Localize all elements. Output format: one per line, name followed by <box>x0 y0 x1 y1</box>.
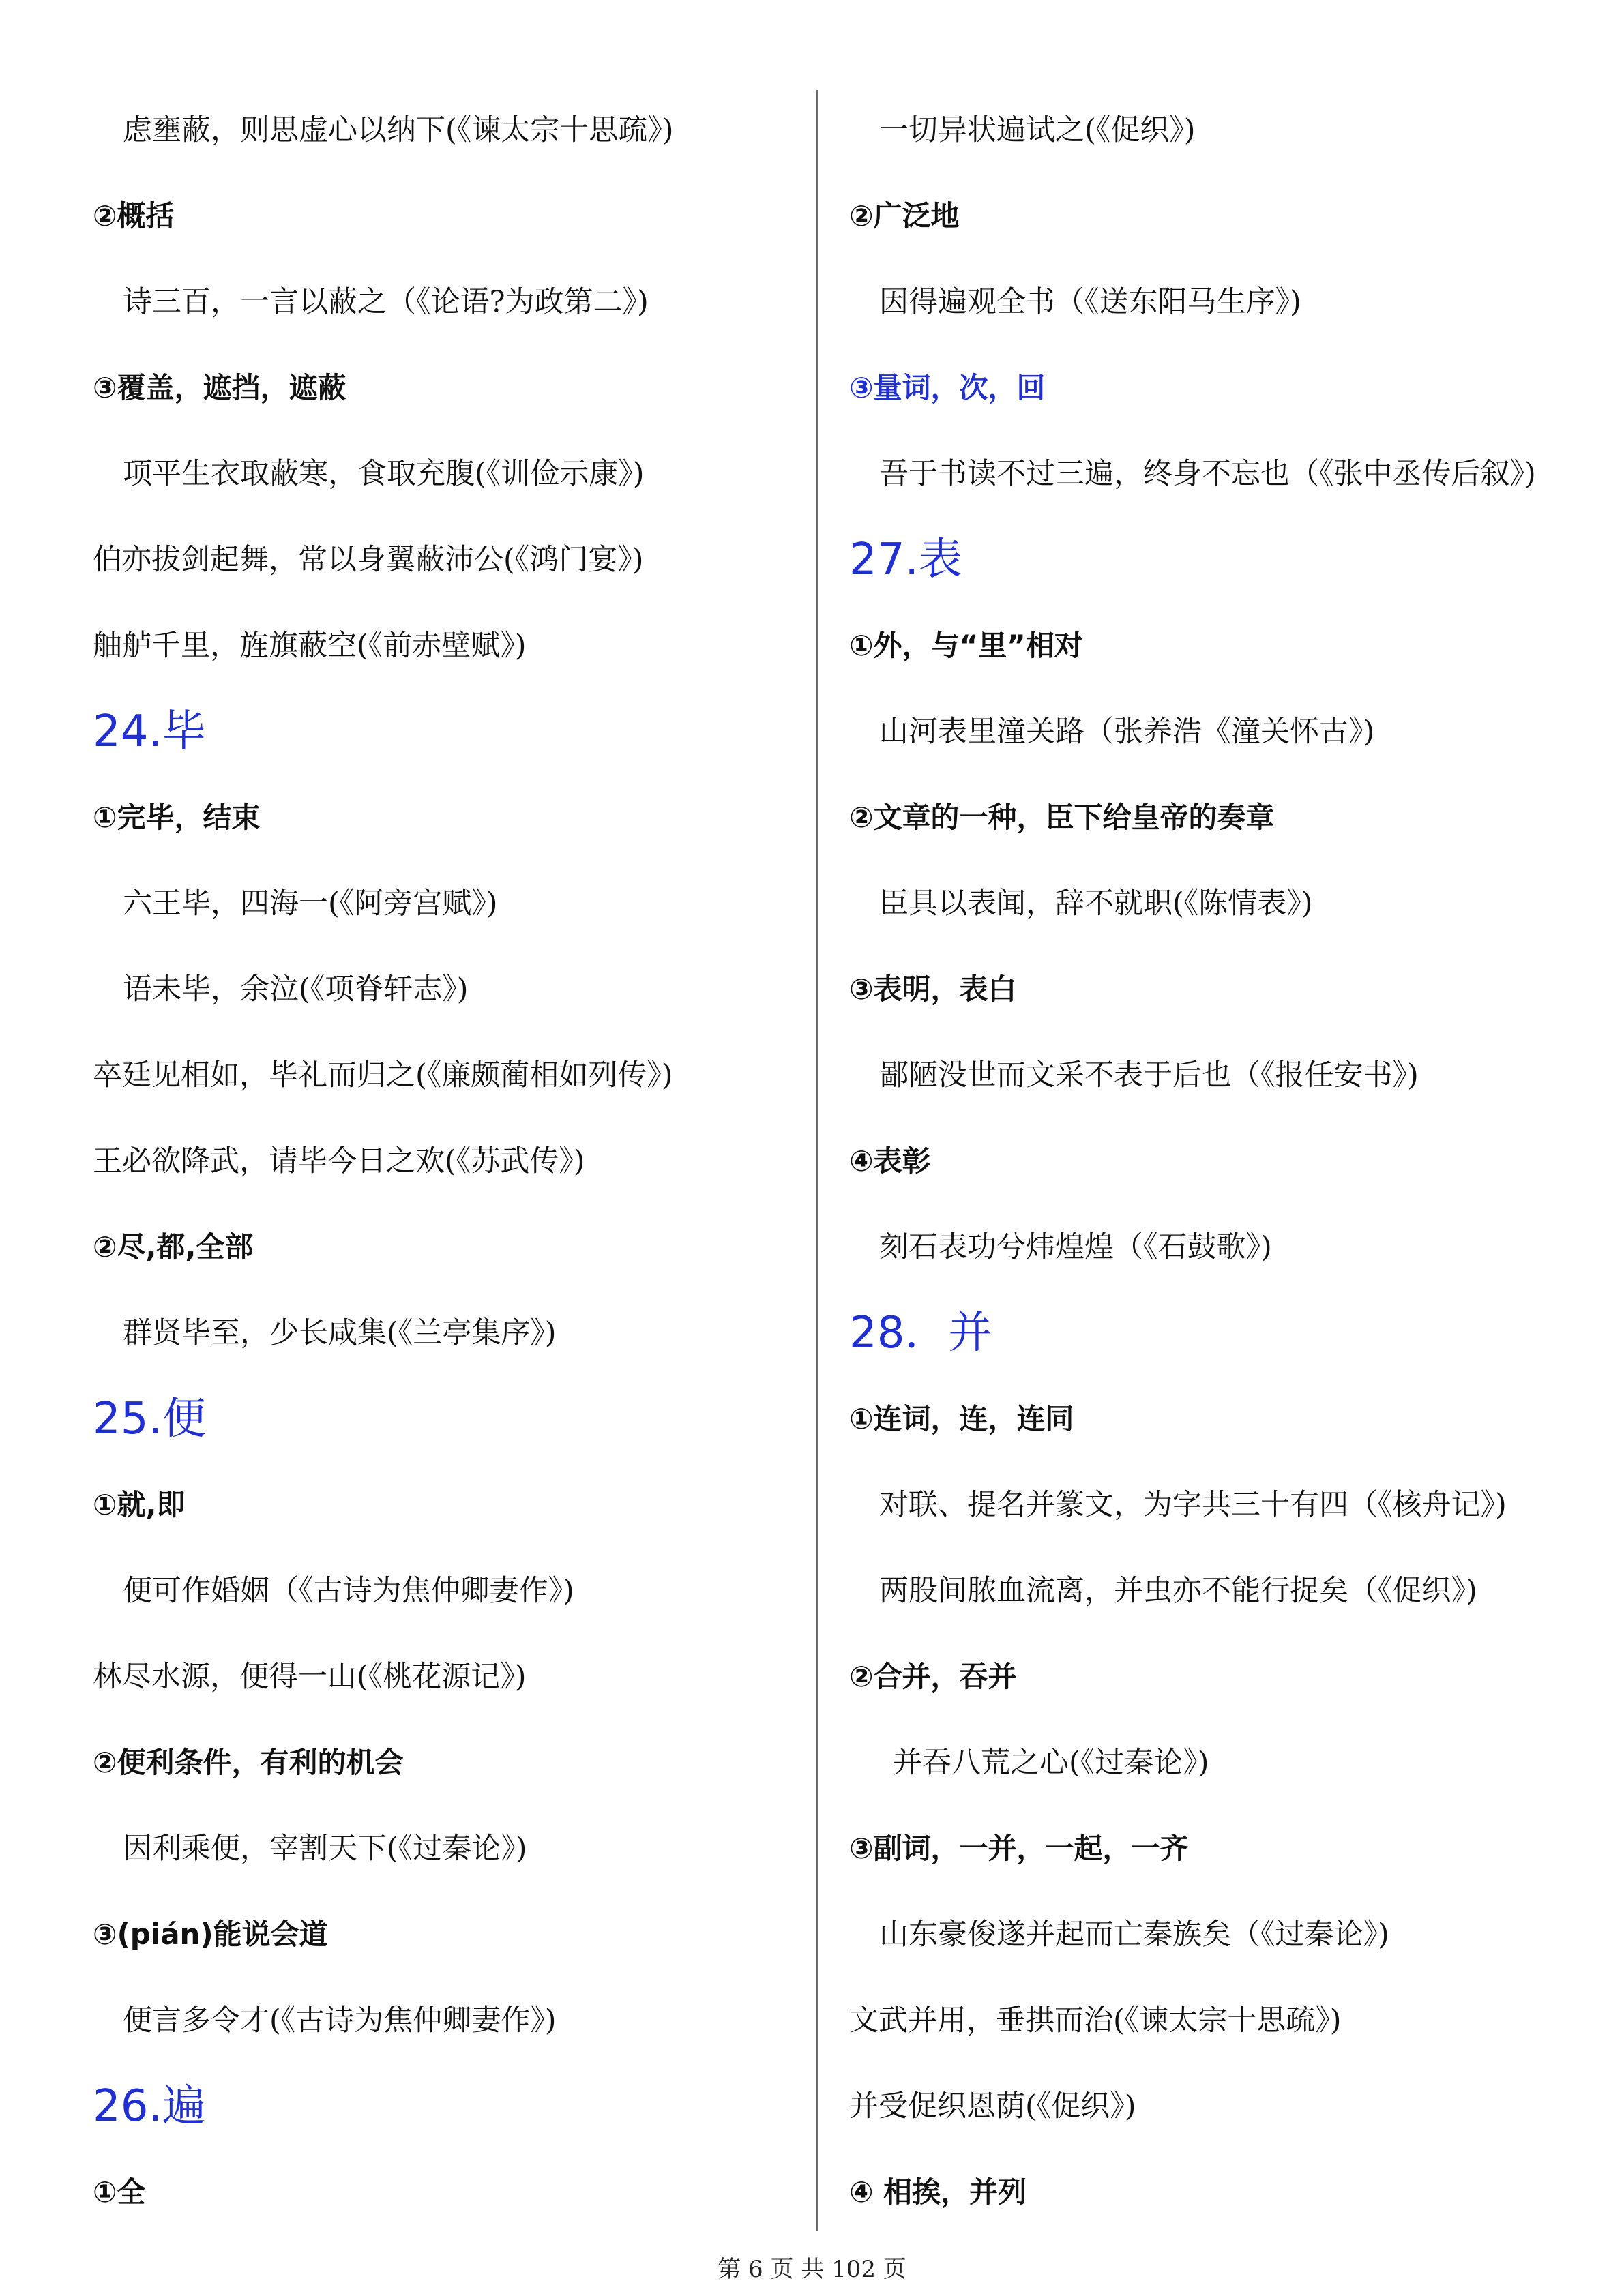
sense-label: ③副词，一并，一起，一齐 <box>849 1832 1189 1865</box>
example-sentence: 语未毕，余泣(《项脊轩志》) <box>123 972 469 1007</box>
sense-label: ②文章的一种，臣下给皇帝的奏章 <box>849 801 1275 834</box>
sense-label: ①完毕，结束 <box>93 801 261 834</box>
example-sentence: 吾于书读不过三遍，终身不忘也（《张中丞传后叙》) <box>879 457 1536 491</box>
right-column <box>849 87 1572 2235</box>
left-column <box>93 87 795 2235</box>
entry-heading: 25.便 <box>93 1394 206 1444</box>
example-sentence: 两股间脓血流离，并虫亦不能行捉矣（《促织》) <box>879 1574 1477 1608</box>
sense-label: ②合并，吞并 <box>849 1660 1017 1693</box>
column-divider <box>816 90 818 2231</box>
example-sentence: 文武并用，垂拱而治(《谏太宗十思疏》) <box>849 2003 1342 2038</box>
example-sentence: 臣具以表闻，辞不就职(《陈情表》) <box>879 886 1313 921</box>
sense-label: ④表彰 <box>849 1144 931 1178</box>
example-sentence: 山河表里潼关路（张养浩《潼关怀古》) <box>879 715 1375 749</box>
sense-label: ①外，与“里”相对 <box>849 629 1083 662</box>
sense-label: ①连词，连，连同 <box>849 1402 1074 1435</box>
example-sentence: 诗三百，一言以蔽之（《论语?为政第二》) <box>123 285 649 319</box>
example-sentence: 虑壅蔽，则思虚心以纳下(《谏太宗十思疏》) <box>123 113 674 147</box>
entry-heading: 24.毕 <box>93 706 206 757</box>
example-sentence: 项平生衣取蔽寒，食取充腹(《训俭示康》) <box>123 457 645 491</box>
sense-label: ③(pián)能说会道 <box>93 1918 328 1951</box>
sense-label: ①全 <box>93 2175 146 2209</box>
example-sentence: 群贤毕至，少长咸集(《兰亭集序》) <box>123 1316 557 1350</box>
example-sentence: 伯亦拔剑起舞，常以身翼蔽沛公(《鸿门宴》) <box>93 543 644 577</box>
sense-label: ②便利条件，有利的机会 <box>93 1746 404 1779</box>
sense-label: ②概括 <box>93 199 175 233</box>
entry-heading: 28．并 <box>849 1308 992 1358</box>
example-sentence: 林尽水源，便得一山(《桃花源记》) <box>93 1660 527 1694</box>
sense-label: ②广泛地 <box>849 199 960 233</box>
example-sentence: 王必欲降武，请毕今日之欢(《苏武传》) <box>93 1144 585 1178</box>
sense-label: ①就,即 <box>93 1488 186 1521</box>
example-sentence: 卒廷见相如，毕礼而归之(《廉颇蔺相如列传》) <box>93 1058 673 1092</box>
example-sentence: 对联、提名并篆文，为字共三十有四（《核舟记》) <box>879 1488 1507 1522</box>
sense-label: ③覆盖，遮挡，遮蔽 <box>93 371 346 404</box>
example-sentence: 六王毕，四海一(《阿旁宫赋》) <box>123 886 498 921</box>
example-sentence: 并受促织恩荫(《促织》) <box>849 2089 1136 2123</box>
sense-label: ④ 相挨，并列 <box>849 2175 1027 2209</box>
example-sentence: 鄙陋没世而文采不表于后也（《报任安书》) <box>879 1058 1419 1092</box>
entry-heading: 27.表 <box>849 535 962 585</box>
example-sentence: 并吞八荒之心(《过秦论》) <box>893 1746 1209 1780</box>
example-sentence: 舳舻千里，旌旗蔽空(《前赤壁赋》) <box>93 629 527 663</box>
sense-label: ③量词，次，回 <box>849 371 1046 404</box>
example-sentence: 刻石表功兮炜煌煌（《石鼓歌》) <box>879 1230 1272 1264</box>
example-sentence: 因得遍观全书（《送东阳马生序》) <box>879 285 1301 319</box>
example-sentence: 因利乘便，宰割天下(《过秦论》) <box>123 1832 527 1866</box>
example-sentence: 山东豪俊遂并起而亡秦族矣（《过秦论》) <box>879 1918 1389 1952</box>
entry-heading: 26.遍 <box>93 2081 206 2132</box>
sense-label: ②尽,都,全部 <box>93 1230 254 1264</box>
page-footer: 第 6 页 共 102 页 <box>718 2256 906 2283</box>
example-sentence: 便可作婚姻（《古诗为焦仲卿妻作》) <box>123 1574 574 1608</box>
example-sentence: 便言多令才(《古诗为焦仲卿妻作》) <box>123 2003 557 2038</box>
sense-label: ③表明，表白 <box>849 972 1017 1006</box>
example-sentence: 一切异状遍试之(《促织》) <box>879 113 1196 147</box>
